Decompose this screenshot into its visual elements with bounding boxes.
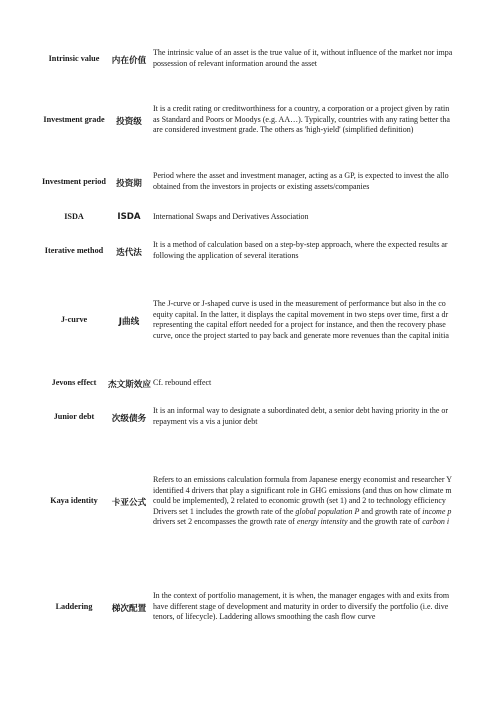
definition	[153, 104, 465, 136]
definition-line: Period where the asset and investment manager, acting as a GP, is expected to invest the allo	[153, 171, 449, 180]
definition-line: are considered investment grade. The others as 'high-yield' (simplified definition)	[153, 125, 414, 135]
definition-line: following the application of several iterations	[153, 250, 299, 260]
term-label: Junior debt	[53, 412, 95, 421]
definition-line: Cf. rebound effect	[153, 378, 212, 387]
term-label: Laddering	[55, 602, 93, 611]
definition-line: have different stage of development and maturity in order to diversify the portfolio (i.e. dive	[153, 601, 449, 611]
chinese-term: 梯次配置	[111, 604, 147, 614]
definition-line: repayment vis a vis a junior debt	[153, 416, 258, 426]
definition-line: tenors, of lifecycle). Laddering allows smoothing the cash flow curve	[153, 612, 376, 622]
definition	[153, 240, 465, 261]
italic-term: global population P	[295, 506, 360, 516]
definition	[153, 591, 465, 623]
chinese-term: 投资级	[116, 117, 142, 127]
chinese-term: ISDA	[117, 212, 141, 222]
definition-line: Refers to an emissions calculation formula from Japanese energy economist and researcher Y	[153, 475, 453, 484]
definition-line: It is a credit rating or creditworthiness for a country, a corporation or a project given by ratin	[153, 104, 450, 113]
definition	[153, 406, 465, 427]
definition-line: equity capital. In the latter, it displays the capital movement in two steps over time, first a dr	[153, 309, 449, 319]
definition	[153, 48, 465, 69]
chinese-term: 投资期	[116, 179, 142, 189]
definition	[153, 299, 465, 341]
chinese-term: 杰文斯效应	[108, 380, 151, 390]
definition-line: obtained from the investors in projects or existing assets/companies	[153, 181, 370, 191]
definition	[153, 378, 465, 389]
definition-line: It is an informal way to designate a subordinated debt, a senior debt having priority in the or	[153, 406, 449, 415]
chinese-term: J曲线	[118, 317, 140, 327]
definition-line: identified 4 drivers that play a significant role in GHG emissions (and thus on how climate m	[153, 485, 452, 495]
italic-term: carbon i	[422, 517, 450, 527]
definition-line: could be implemented), 2 related to economic growth (set 1) and 2 to technology efficiency	[153, 496, 446, 506]
term-label: ISDA	[64, 212, 84, 221]
definition-line: representing the capital effort needed for a project for instance, and then the recovery phase	[153, 320, 446, 330]
chinese-term: 卡亚公式	[111, 498, 147, 508]
definition-line: The intrinsic value of an asset is the true value of it, without influence of the market nor impa	[153, 48, 453, 57]
term-label: Kaya identity	[50, 496, 98, 505]
term-label: Iterative method	[44, 246, 104, 255]
chinese-term: 次级债务	[111, 414, 147, 424]
definition	[153, 475, 465, 528]
term-label: Investment grade	[43, 115, 105, 124]
term-label: Investment period	[42, 177, 106, 186]
term-label: Jevons effect	[51, 378, 97, 387]
definition-line: Drivers set 1 includes the growth rate of the global population P and growth rate of income p	[153, 506, 452, 516]
definition-line: In the context of portfolio management, it is when, the manager engages with and exits from	[153, 591, 450, 600]
chinese-term: 迭代法	[116, 248, 142, 258]
definition-line: as Standard and Poors or Moodys (e.g. AA…). Typically, countries with any rating better tha	[153, 114, 450, 124]
italic-term: income p	[422, 506, 452, 516]
chinese-term: 内在价值	[111, 56, 147, 66]
term-label: J-curve	[60, 315, 88, 324]
definition-line: It is a method of calculation based on a step-by-step approach, where the expected results ar	[153, 240, 448, 249]
definition-line: International Swaps and Derivatives Association	[153, 212, 309, 221]
definition-line: possession of relevant information around the asset	[153, 58, 317, 68]
definition-line: The J-curve or J-shaped curve is used in the measurement of performance but also in the co	[153, 299, 446, 308]
definition-line: drivers set 2 encompasses the growth rate of energy intensity and the growth rate of carbon i	[153, 517, 450, 527]
definition	[153, 171, 465, 192]
definition-line: curve, once the project started to pay back and generate more revenues than the capital initia	[153, 330, 449, 340]
term-label: Intrinsic value	[48, 54, 100, 63]
definition	[153, 212, 465, 223]
italic-term: energy intensity	[296, 517, 348, 527]
